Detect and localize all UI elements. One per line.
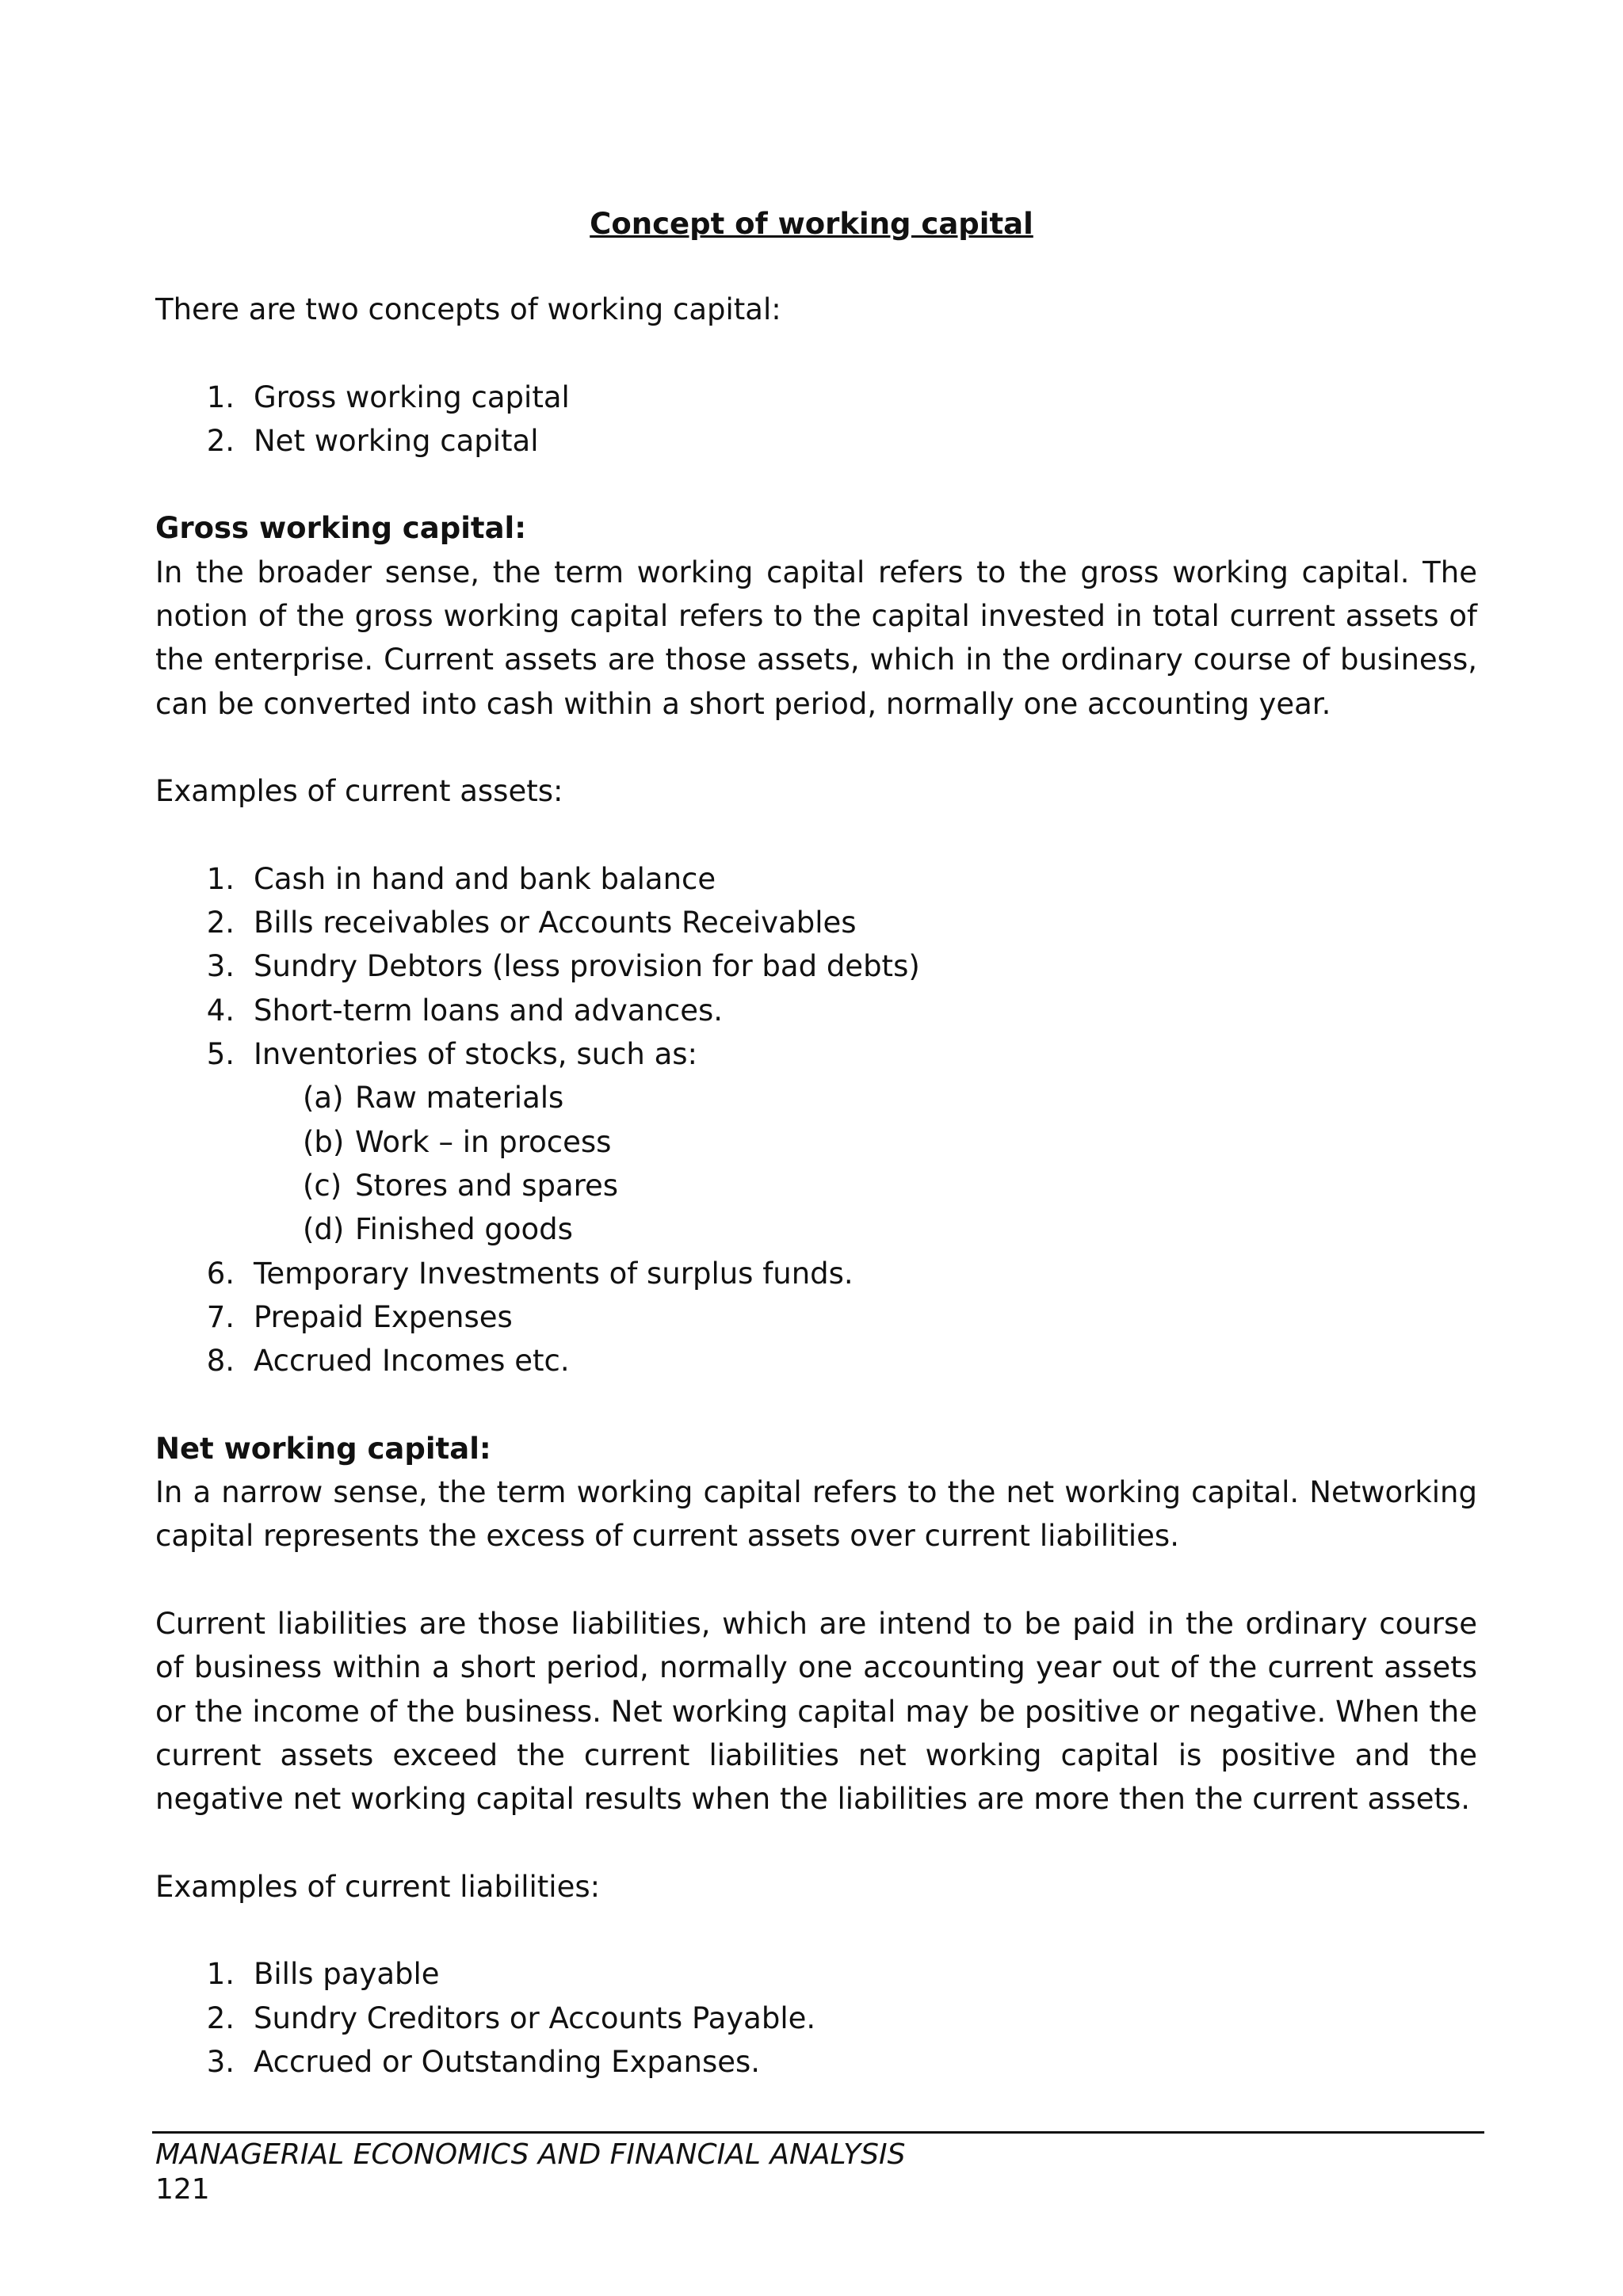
footer-divider (152, 2131, 1484, 2134)
list-item: 3. Accrued or Outstanding Expanses. (206, 2044, 761, 2079)
footer-title: MANAGERIAL ECONOMICS AND FINANCIAL ANALYSIS (155, 2138, 906, 2171)
current-assets-list-continued (155, 1252, 1477, 1383)
current-assets-intro: Examples of current assets: (155, 774, 563, 809)
list-item: 2. Sundry Creditors or Accounts Payable. (206, 2000, 816, 2035)
list-item: 6. Temporary Investments of surplus funds. (206, 1256, 854, 1291)
intro-text: There are two concepts of working capital: (155, 292, 781, 326)
list-item: 1. Cash in hand and bank balance (206, 861, 716, 896)
document-body (155, 288, 1477, 2084)
gross-working-capital-paragraph: In the broader sense, the term working capital refers to the gross working capital. The notion of the gross working capital refers to the capital invested in total current assets of the enterprise. Current assets are those assets, which in the ordinary course of business, can be converted into cash within a short period, normally one accounting year. (155, 555, 1477, 721)
list-item: 1. Bills payable (206, 1957, 440, 1992)
current-assets-list (155, 857, 1477, 1076)
list-item: 1. Gross working capital (206, 379, 570, 414)
concepts-list (155, 376, 1477, 463)
gross-working-capital-heading: Gross working capital: (155, 511, 527, 546)
net-working-capital-heading: Net working capital: (155, 1431, 491, 1466)
sub-list-item: (d) Finished goods (303, 1212, 573, 1247)
inventory-sublist (155, 1076, 1477, 1251)
current-liabilities-paragraph: Current liabilities are those liabilities, which are intend to be paid in the ordinary course of business within a short period, normally one accounting year out of the current assets or the income of the business. Net working capital may be positive or negative. When the current assets exceed the current liabilities net working capital is positive and the negative net working capital results when the liabilities are more then the current assets. (155, 1606, 1477, 1817)
list-item: 2. Bills receivables or Accounts Receivables (206, 906, 857, 940)
current-liabilities-list (155, 1952, 1477, 2084)
page-title: Concept of working capital (590, 207, 1033, 241)
list-item: 2. Net working capital (206, 423, 539, 458)
page-number: 121 (155, 2173, 210, 2206)
net-working-capital-paragraph: In a narrow sense, the term working capital refers to the net working capital. Networking capital represents the excess of current assets over current liabilities. (155, 1475, 1477, 1554)
list-item: 3. Sundry Debtors (less provision for bad debts) (206, 949, 920, 984)
list-item: 8. Accrued Incomes etc. (206, 1344, 570, 1379)
list-item: 5. Inventories of stocks, such as: (206, 1037, 698, 1072)
list-item: 4. Short-term loans and advances. (206, 993, 724, 1028)
sub-list-item: (b) Work – in process (303, 1124, 612, 1159)
sub-list-item: (c) Stores and spares (303, 1168, 619, 1203)
sub-list-item: (a) Raw materials (303, 1081, 564, 1116)
current-liabilities-intro: Examples of current liabilities: (155, 1869, 601, 1904)
list-item: 7. Prepaid Expenses (206, 1299, 513, 1334)
